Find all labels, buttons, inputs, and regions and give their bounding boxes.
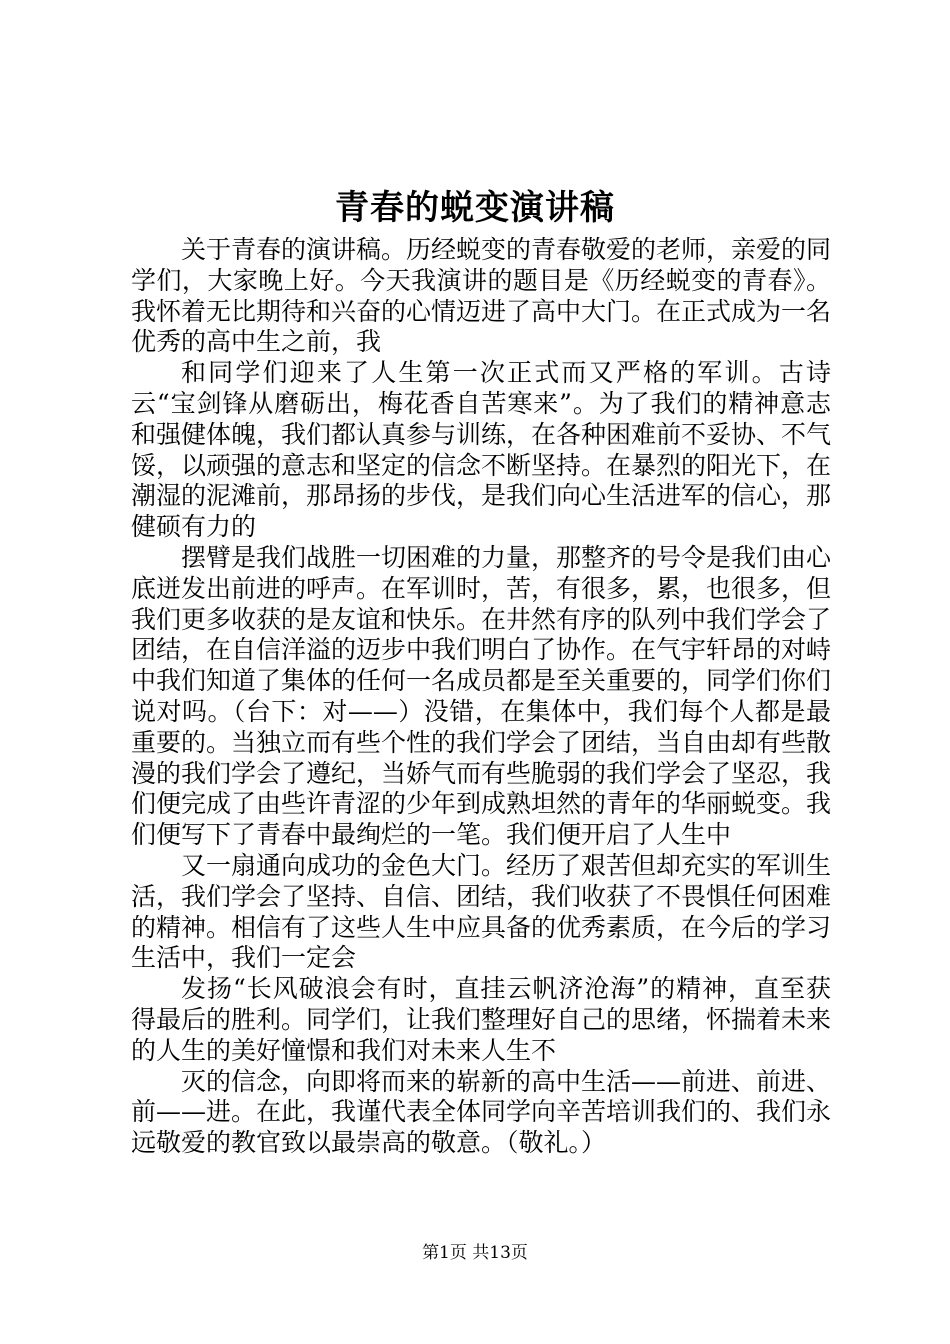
document-body [131,235,831,1159]
paragraph-4: 又一扇通向成功的金色大门。经历了艰苦但却充实的军训生活，我们学会了坚持、自信、团结，我们收获了不畏惧任何困难的精神。相信有了这些人生中应具备的优秀素质，在今后的学习生活中，我们一定会 [131,850,832,973]
paragraph-5: 发扬“长风破浪会有时，直挂云帆济沧海”的精神，直至获得最后的胜利。同学们，让我们整理好自己的思绪，怀揣着未来的人生的美好憧憬和我们对未来人生不 [131,974,832,1065]
paragraph-2: 和同学们迎来了人生第一次正式而又严格的军训。古诗云“宝剑锋从磨砺出，梅花香自苦寒来”。为了我们的精神意志和强健体魄，我们都认真参与训练，在各种困难前不妥协、不气馁，以顽强的意志和坚定的信念不断坚持。在暴烈的阳光下，在潮湿的泥滩前，那昂扬的步伐，是我们向心生活进军的信心，那健硕有力的 [131,358,832,542]
paragraph-1: 关于青春的演讲稿。历经蜕变的青春敬爱的老师，亲爱的同学们，大家晚上好。今天我演讲的题目是《历经蜕变的青春》。我怀着无比期待和兴奋的心情迈进了高中大门。在正式成为一名优秀的高中生之前，我 [131,235,832,357]
paragraph-3: 摆臂是我们战胜一切困难的力量，那整齐的号令是我们由心底迸发出前进的呼声。在军训时，苦，有很多，累，也很多，但我们更多收获的是友谊和快乐。在井然有序的队列中我们学会了团结，在自信洋溢的迈步中我们明白了协作。在气宇轩昂的对峙中我们知道了集体的任何一名成员都是至关重要的，同学们你们说对吗。（台下：对——）没错，在集体中，我们每个人都是最重要的。当独立而有些个性的我们学会了团结，当自由却有些散漫的我们学会了遵纪，当娇气而有些脆弱的我们学会了坚忍，我们便完成了由些许青涩的少年到成熟坦然的青年的华丽蜕变。我们便写下了青春中最绚烂的一笔。我们便开启了人生中 [131,542,832,850]
document-title: 青春的蜕变演讲稿 [335,188,615,228]
page-footer: 第1页 共13页 [422,1243,528,1263]
paragraph-6: 灭的信念，向即将而来的崭新的高中生活——前进、前进、前——进。在此，我谨代表全体同学向辛苦培训我们的、我们永远敬爱的教官致以最崇高的敬意。（敬礼。） [131,1066,832,1158]
